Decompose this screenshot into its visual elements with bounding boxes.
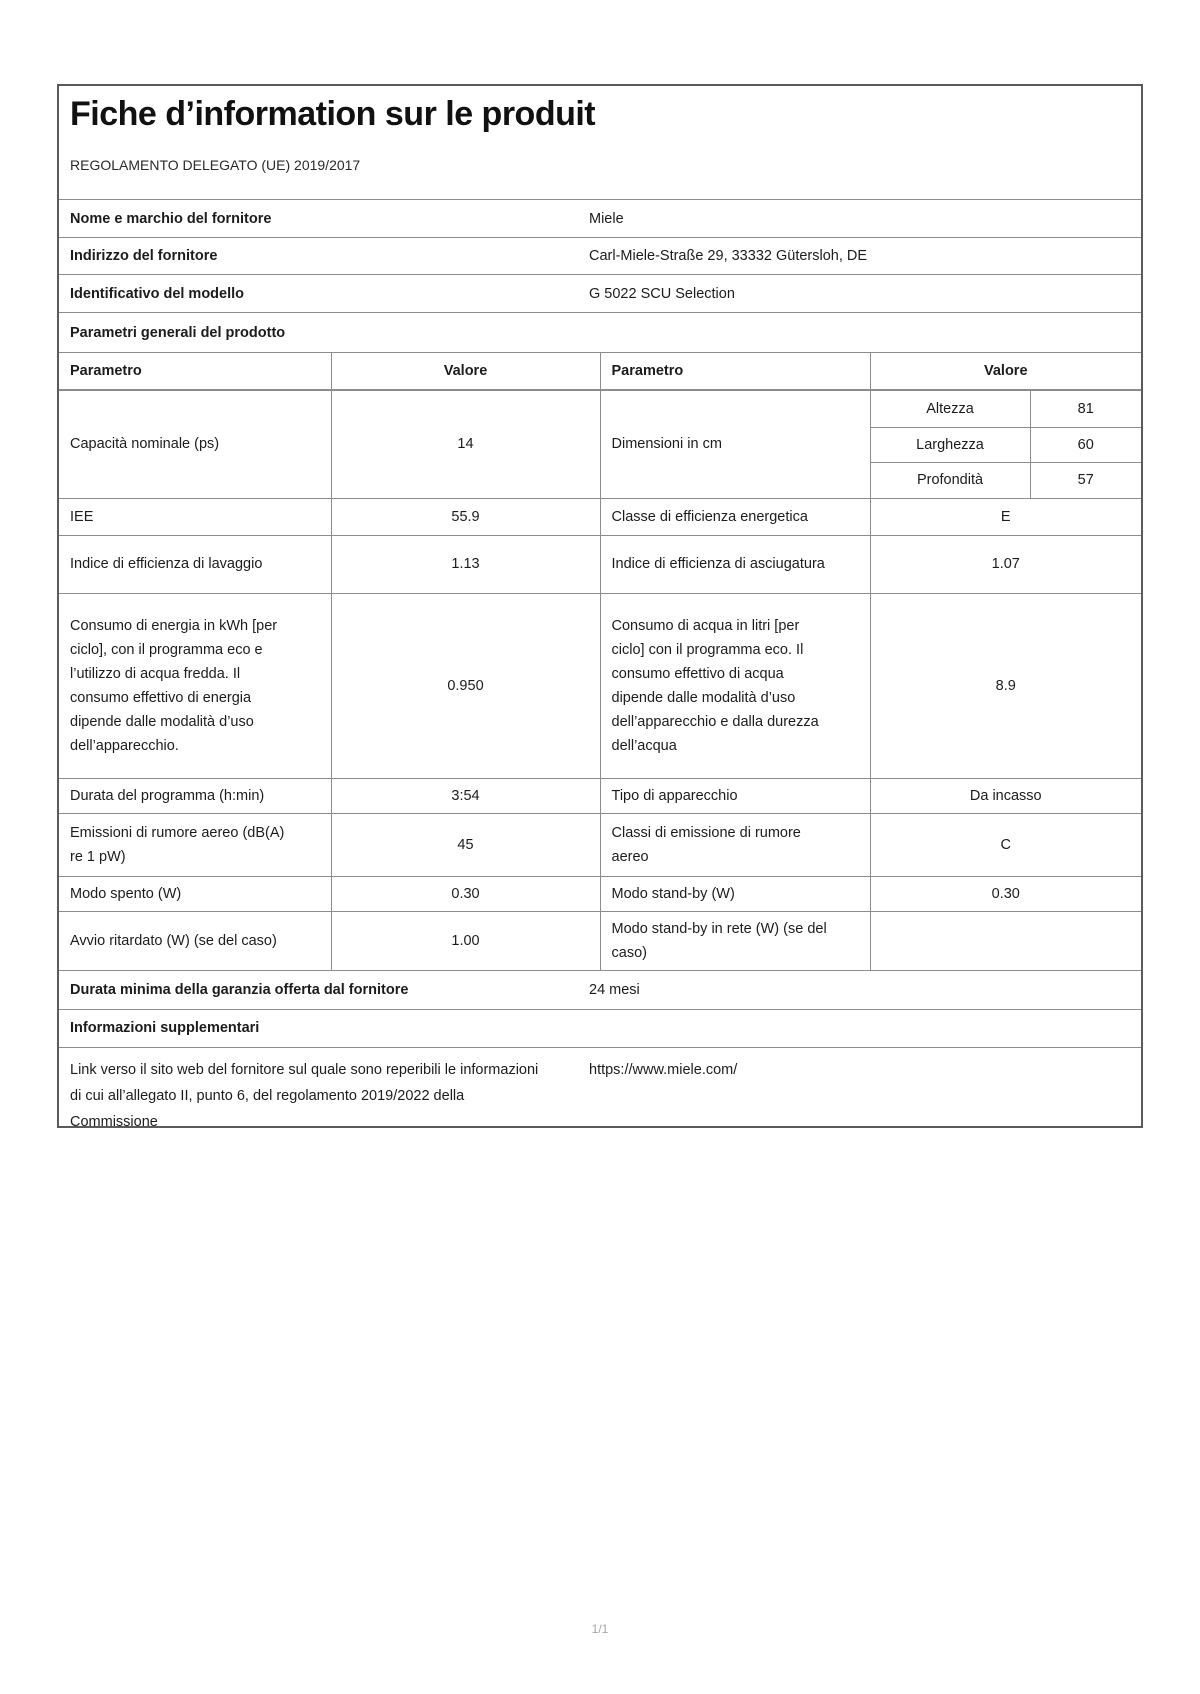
- warranty-value: 24 mesi: [589, 981, 640, 998]
- value-cell: 0.30: [331, 876, 600, 911]
- table-header-row: [59, 353, 1141, 390]
- value-cell: 55.9: [331, 498, 600, 535]
- dimension-label: Profondità: [870, 462, 1030, 498]
- title-block: [59, 86, 1141, 200]
- value-cell: 3:54: [331, 778, 600, 813]
- param-cell: Modo spento (W): [59, 876, 331, 911]
- warranty-row: [59, 970, 1141, 1010]
- value-cell: 1.00: [331, 911, 600, 970]
- value-cell: E: [870, 498, 1141, 535]
- supplier-link-url: https://www.miele.com/: [589, 1061, 738, 1078]
- table-row: [59, 911, 1141, 970]
- param-cell: Tipo di apparecchio: [600, 778, 870, 813]
- supplier-link-row: [59, 1048, 1141, 1135]
- dimension-value: 60: [1030, 427, 1141, 462]
- section-general-parameters-label: Parametri generali del prodotto: [70, 324, 286, 341]
- table-row: [59, 535, 1141, 593]
- value-cell: Da incasso: [870, 778, 1141, 813]
- param-cell: Capacità nominale (ps): [59, 390, 331, 498]
- section-supplementary-information: [59, 1010, 1141, 1048]
- supplier-name-row: [59, 200, 1141, 238]
- value-cell: 14: [331, 390, 600, 498]
- model-identifier-row: [59, 275, 1141, 313]
- dimension-value: 81: [1030, 390, 1141, 427]
- param-cell: Dimensioni in cm: [600, 390, 870, 498]
- header-value2: Valore: [870, 353, 1141, 390]
- param-cell: IEE: [59, 498, 331, 535]
- table-row: [59, 778, 1141, 813]
- dimension-label: Altezza: [870, 390, 1030, 427]
- supplier-name-label: Nome e marchio del fornitore: [70, 210, 272, 227]
- value-cell: 1.13: [331, 535, 600, 593]
- table-row: [59, 593, 1141, 778]
- param-cell: Consumo di acqua in litri [per ciclo] con il programma eco. Il consumo effettivo di acqua dipende dalle modalità d’uso dell’apparecchio e dalla durezza dell’acqua: [600, 593, 870, 778]
- header-value1: Valore: [331, 353, 600, 390]
- page-title: Fiche d’information sur le produit: [70, 95, 596, 133]
- value-cell: C: [870, 813, 1141, 876]
- value-cell: 1.07: [870, 535, 1141, 593]
- model-identifier-label: Identificativo del modello: [70, 285, 245, 302]
- value-cell: 0.30: [870, 876, 1141, 911]
- table-row: [59, 876, 1141, 911]
- section-supplementary-label: Informazioni supplementari: [70, 1020, 260, 1036]
- section-general-parameters: [59, 313, 1141, 353]
- dimension-value: 57: [1030, 462, 1141, 498]
- param-cell: Modo stand-by in rete (W) (se del caso): [600, 911, 870, 970]
- parameters-table: [59, 353, 1141, 970]
- product-fiche: [57, 84, 1143, 1128]
- value-cell: 8.9: [870, 593, 1141, 778]
- warranty-label: Durata minima della garanzia offerta dal fornitore: [70, 981, 409, 998]
- value-cell: 45: [331, 813, 600, 876]
- param-cell: Consumo di energia in kWh [per ciclo], con il programma eco e l’utilizzo di acqua fredda. Il consumo effettivo di energia dipende dalle modalità d’uso dell’apparecchio.: [59, 593, 331, 778]
- model-identifier-value: G 5022 SCU Selection: [589, 285, 735, 302]
- param-cell: Classe di efficienza energetica: [600, 498, 870, 535]
- regulation-reference: REGOLAMENTO DELEGATO (UE) 2019/2017: [70, 157, 361, 173]
- param-cell: Durata del programma (h:min): [59, 778, 331, 813]
- dimension-label: Larghezza: [870, 427, 1030, 462]
- supplier-address-row: [59, 238, 1141, 275]
- value-cell: 0.950: [331, 593, 600, 778]
- table-row: [59, 813, 1141, 876]
- param-cell: Modo stand-by (W): [600, 876, 870, 911]
- param-cell: Classi di emissione di rumore aereo: [600, 813, 870, 876]
- supplier-address-value: Carl-Miele-Straße 29, 33332 Gütersloh, DE: [589, 248, 868, 264]
- param-cell: Avvio ritardato (W) (se del caso): [59, 911, 331, 970]
- param-cell: Indice di efficienza di lavaggio: [59, 535, 331, 593]
- supplier-address-label: Indirizzo del fornitore: [70, 248, 218, 264]
- value-cell: [870, 911, 1141, 970]
- page-number: 1/1: [591, 1622, 609, 1636]
- table-row: [59, 498, 1141, 535]
- supplier-link-label: Link verso il sito web del fornitore sul quale sono reperibili le informazioni di cui all’allegato II, punto 6, del regolamento 2019/2022 della Commissione: [70, 1061, 539, 1130]
- header-param2: Parametro: [600, 353, 870, 390]
- header-param1: Parametro: [59, 353, 331, 390]
- param-cell: Emissioni di rumore aereo (dB(A) re 1 pW): [59, 813, 331, 876]
- table-row: [59, 390, 1141, 427]
- supplier-name-value: Miele: [589, 210, 624, 227]
- param-cell: Indice di efficienza di asciugatura: [600, 535, 870, 593]
